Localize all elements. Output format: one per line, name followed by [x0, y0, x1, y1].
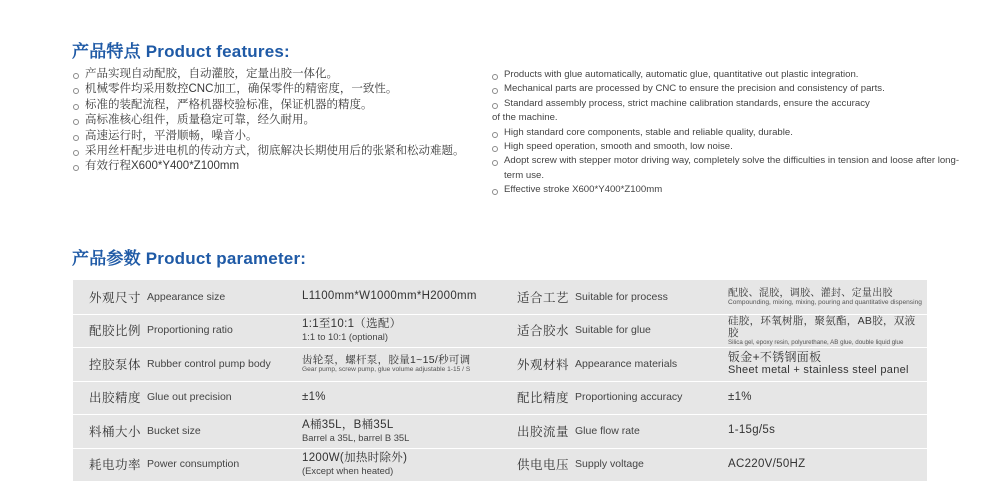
param-value-text: ±1% [728, 390, 752, 403]
param-label [517, 347, 735, 381]
parameter-row [73, 280, 927, 314]
parameter-row [73, 314, 927, 348]
features-list-en [492, 68, 977, 198]
param-label-en: Bucket size [147, 424, 201, 437]
param-value-en: Compounding, mixing, mixing, pouring and quantitative dispensing [728, 298, 922, 306]
param-label-en: Suitable for glue [575, 324, 651, 337]
feature-item-cn: 高速运行时，平滑顺畅，噪音小。 [73, 129, 483, 144]
param-label-cn: 供电电压 [517, 458, 570, 473]
param-value [728, 414, 924, 448]
param-label-cn: 出胶流量 [517, 424, 570, 439]
parameter-row [73, 381, 927, 415]
param-label-en: Rubber control pump body [147, 357, 271, 370]
feature-item-en: Products with glue automatically, automatic glue, quantitative out plastic integration. [492, 68, 977, 82]
feature-item-cn: 机械零件均采用数控CNC加工，确保零件的精密度，一致性。 [73, 82, 483, 97]
param-label-cn: 耗电功率 [89, 458, 142, 473]
param-label [89, 448, 307, 482]
param-label [89, 381, 307, 415]
param-label-en: Power consumption [147, 458, 240, 471]
param-label-en: Proportioning ratio [147, 324, 233, 337]
param-label-cn: 出胶精度 [89, 391, 142, 406]
param-label [517, 381, 735, 415]
param-value-text: AC220V/50HZ [728, 457, 806, 470]
feature-item-cn: 有效行程X600*Y400*Z100mm [73, 159, 483, 174]
param-label-cn: 配胶比例 [89, 324, 142, 339]
param-value-text: L1100mm*W1000mm*H2000mm [302, 290, 477, 303]
param-value [302, 448, 502, 482]
param-label-cn: 外观材料 [517, 357, 570, 372]
param-label [517, 448, 735, 482]
param-value-en: Silica gel, epoxy resin, polyurethane, AB glue, double liquid glue [728, 338, 904, 346]
feature-item-en-continued: of the machine. [492, 112, 558, 124]
feature-item-cn: 采用丝杆配步进电机的传动方式，彻底解决长期使用后的张紧和松动难题。 [73, 144, 483, 159]
param-value [728, 448, 924, 482]
param-value [302, 280, 502, 314]
param-value-cn: 硅胶，环氧树脂，聚氨酯，AB胶，双液胶 [728, 314, 916, 339]
param-value-cn: 1:1至10:1（选配） [302, 318, 402, 331]
parameter-row [73, 347, 927, 381]
param-value [302, 314, 502, 348]
param-value-en: Barrel a 35L, barrel B 35L [302, 431, 410, 443]
param-value [728, 314, 924, 348]
param-label-en: Glue out precision [147, 391, 232, 404]
param-value [302, 414, 502, 448]
features-title: 产品特点 Product features: [72, 42, 290, 61]
param-value [728, 280, 924, 314]
param-label [517, 280, 735, 314]
param-label-cn: 控胶泵体 [89, 357, 142, 372]
param-value [302, 347, 502, 381]
param-value-en: Sheet metal + stainless steel panel [728, 363, 909, 376]
param-label-en: Glue flow rate [575, 424, 640, 437]
param-label [517, 314, 735, 348]
param-label-en: Supply voltage [575, 458, 644, 471]
param-label-cn: 适合胶水 [517, 324, 570, 339]
parameter-table [73, 280, 927, 481]
param-value-cn: 配胶、混胶，调胶、灌封、定量出胶 [728, 287, 893, 299]
parameter-row [73, 414, 927, 448]
param-value-en: Gear pump, screw pump, glue volume adjustable 1-15 / S [302, 366, 471, 374]
param-label [517, 414, 735, 448]
param-value-cn: 齿轮泵，螺杆泵，胶量1~15/秒可调 [302, 354, 471, 367]
param-value-cn: A桶35L，B桶35L [302, 418, 394, 431]
feature-item-en: Adopt screw with stepper motor driving way, completely solve the difficulties in tension and loose after long-term use. [492, 154, 977, 183]
parameter-row [73, 448, 927, 482]
param-value [728, 381, 924, 415]
param-label [89, 347, 307, 381]
param-value-text: ±1% [302, 390, 326, 403]
feature-item-en: High standard core components, stable and reliable quality, durable. [492, 126, 977, 140]
param-label [89, 280, 307, 314]
param-label-cn: 配比精度 [517, 391, 570, 406]
feature-item-cn: 标准的装配流程，严格机器校验标准，保证机器的精度。 [73, 98, 483, 113]
feature-item-en: Mechanical parts are processed by CNC to ensure the precision and consistency of parts. [492, 82, 977, 96]
param-value-en: 1:1 to 10:1 (optional) [302, 331, 388, 343]
param-value [728, 347, 924, 381]
param-label-en: Proportioning accuracy [575, 391, 683, 404]
feature-item-en: Effective stroke X600*Y400*Z100mm [492, 183, 977, 197]
param-value-cn: 1200W(加热时除外) [302, 452, 408, 465]
param-label [89, 314, 307, 348]
parameters-title: 产品参数 Product parameter: [72, 249, 307, 268]
param-label-en: Appearance materials [575, 357, 678, 370]
feature-item-cn: 高标准核心组件，质量稳定可靠，经久耐用。 [73, 113, 483, 128]
features-list-cn [73, 67, 483, 175]
param-label-cn: 料桶大小 [89, 424, 142, 439]
param-label-cn: 适合工艺 [517, 290, 570, 305]
param-label [89, 414, 307, 448]
param-label-cn: 外观尺寸 [89, 290, 142, 305]
param-label-en: Appearance size [147, 290, 226, 303]
param-value [302, 381, 502, 415]
param-value-text: 1-15g/5s [728, 424, 776, 437]
param-value-en: (Except when heated) [302, 465, 394, 477]
feature-item-en: High speed operation, smooth and smooth, low noise. [492, 140, 977, 154]
param-label-en: Suitable for process [575, 290, 668, 303]
param-value-cn: 钣金+不锈钢面板 [728, 349, 822, 364]
feature-item-en: Standard assembly process, strict machine calibration standards, ensure the accuracy [492, 97, 977, 111]
feature-item-cn: 产品实现自动配胶，自动灌胶，定量出胶一体化。 [73, 67, 483, 82]
